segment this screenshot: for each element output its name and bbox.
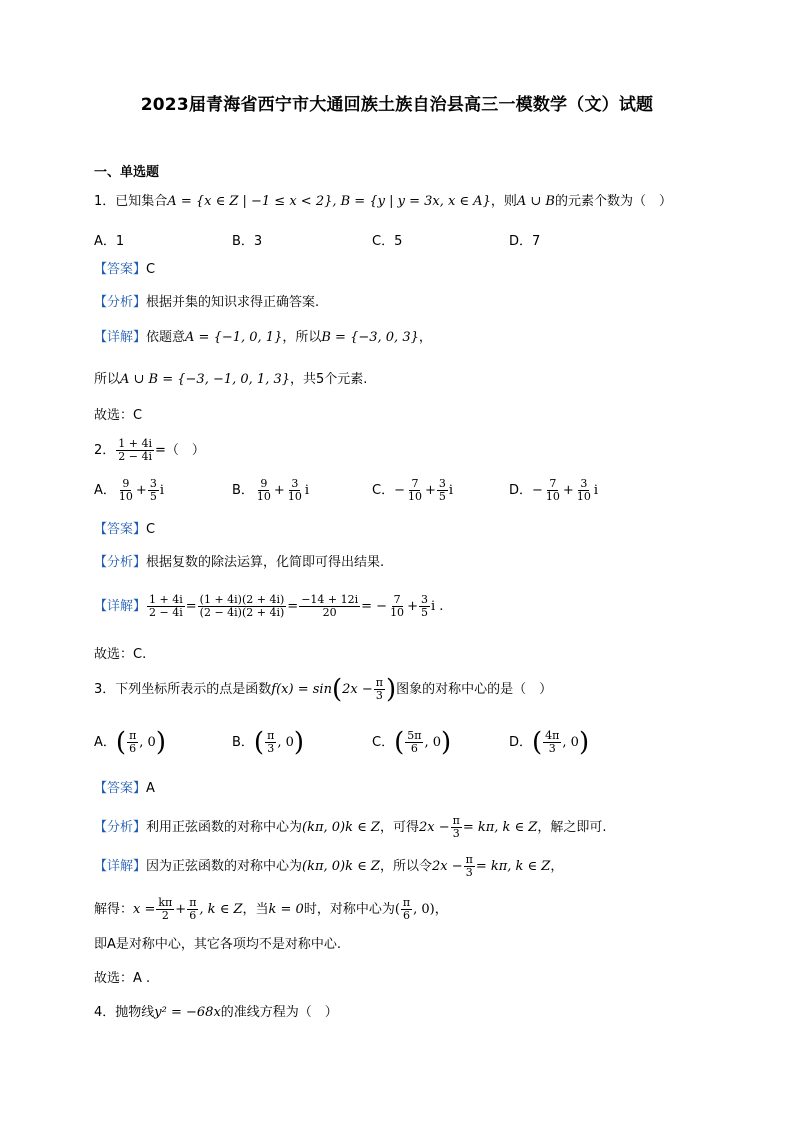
question-number: 3． [94,682,116,697]
analysis-text: 根据并集的知识求得正确答案. [146,295,320,310]
fraction [406,478,424,503]
detail-text: ，所以令 [379,859,432,874]
answer-label: 【答案】 [94,262,147,277]
option-a [94,728,166,758]
analysis-text: 利用正弦函数的对称中心为 [146,820,303,835]
option-b [232,478,309,503]
option-d [509,728,589,758]
math-expression: x = [133,902,156,917]
question-text: 下列坐标所表示的点是函数 [115,682,272,697]
paren-open: ( [394,727,405,758]
option-letter: B． [232,483,254,498]
option-b [232,728,304,758]
question-text: 的准线方程为（ ） [220,1005,338,1020]
fraction [437,478,448,503]
coordinate: , 0 [277,735,294,750]
analysis-label: 【分析】 [94,295,147,310]
option-letter: C． [372,735,395,750]
operator: + [175,902,187,917]
numerator: 3 [149,477,157,490]
math-expression: B = {−3, 0, 3} [321,330,419,345]
coordinate: , 0) [413,902,435,917]
analysis-line [94,554,384,572]
operator: + [424,483,436,498]
fraction [405,730,423,755]
question-text: 已知集合 [115,194,168,209]
numerator: π [267,729,275,742]
denominator: 10 [390,606,405,619]
section-heading: 一、单选题 [94,165,160,180]
numerator: 7 [393,593,401,606]
detail-text: ， [434,902,448,917]
analysis-label: 【分析】 [94,820,147,835]
fraction [147,594,185,619]
option-letter: D． [509,483,533,498]
question-text: =（ ） [155,443,205,458]
fraction [374,677,385,702]
question-text: ，则 [490,194,517,209]
analysis-text: 根据复数的除法运算，化简即可得出结果. [146,555,385,570]
numerator: 3 [438,477,446,490]
numerator: 3 [420,593,428,606]
denominator: 3 [465,866,473,879]
detail-label: 【详解】 [94,859,147,874]
fraction [255,478,273,503]
numerator: (1 + 4i)(2 + 4i) [199,593,285,606]
denominator: 20 [322,606,337,619]
numerator: π [189,896,197,909]
paren-open: ( [331,674,343,705]
option-letter: D． [509,735,533,750]
imaginary-unit: i [593,483,598,498]
coordinate: , 0 [139,735,156,750]
analysis-text: ，可得 [379,820,419,835]
question-3-stem [94,672,552,708]
option-c [372,728,451,758]
operator: + [273,483,285,498]
analysis-label: 【分析】 [94,555,147,570]
answer-label: 【答案】 [94,522,147,537]
question-number: 4． [94,1005,116,1020]
imaginary-unit: i [448,483,454,498]
question-text: 的元素个数为（ ） [554,194,672,209]
choose-value: C [133,408,143,423]
choose-value: A . [133,971,151,986]
fraction [575,478,593,503]
option-letter: A． [94,483,116,498]
imaginary-unit: i [304,483,309,498]
fraction [156,897,174,922]
math-expression: A = {−1, 0, 1} [185,330,283,345]
choose-label: 故选： [94,971,134,986]
option-d: D．7 [509,234,541,249]
question-text: 图象的对称中心的是（ ） [396,682,553,697]
fraction [187,897,198,922]
detail-label: 【详解】 [94,599,147,614]
question-2-stem [94,436,205,466]
fraction [198,594,287,619]
denominator: 10 [118,490,133,503]
denominator: 10 [545,490,560,503]
numerator: π [129,729,137,742]
detail-text: ，所以 [282,330,322,345]
math-expression: 2x − [431,859,463,874]
paren-close: ) [293,727,305,758]
detail-text: 因为正弦函数的对称中心为 [146,859,303,874]
answer-line [94,780,155,798]
math-expression: A = {x ∈ Z | −1 ≤ x < 2}, B = {y | y = 3x, x ∈ A} [167,194,491,209]
option-a [94,478,164,503]
choose-line [94,407,142,425]
numerator: π [452,814,460,827]
operator: + [562,483,574,498]
denominator: 3 [267,742,275,755]
numerator: 5π [407,729,422,742]
question-4-stem [94,1004,338,1022]
denominator: 3 [548,742,556,755]
option-letter: B． [232,735,254,750]
paren-close: ) [155,727,166,758]
math-expression: A ∪ B [516,194,555,209]
fraction [116,438,154,463]
solve-line [94,895,448,925]
denominator: 10 [256,490,271,503]
fraction [148,478,159,503]
denominator: 3 [452,827,460,840]
math-expression: 2x − [418,820,450,835]
numerator: 1 + 4i [118,437,153,450]
analysis-line [94,813,606,843]
option-letter: C． [372,483,395,498]
denominator: (2 − 4i)(2 + 4i) [199,606,285,619]
numerator: 7 [549,477,557,490]
numerator: π [375,676,383,689]
paren-open: ( [253,727,265,758]
denominator: 6 [403,909,411,922]
denominator: 10 [576,490,591,503]
operator: = − [361,599,388,614]
denominator: 2 − 4i [149,606,183,619]
fraction [451,815,462,840]
analysis-text: ，解之即可. [537,820,607,835]
math-expression: y² = −68x [154,1005,221,1020]
detail-text: 所以 [94,372,121,387]
answer-value: A [146,781,155,796]
question-number: 2． [94,443,116,458]
option-a: A．1 [94,234,125,249]
analysis-line [94,294,319,312]
numerator: π [465,853,473,866]
numerator: 3 [291,477,299,490]
math-expression: = kπ, k ∈ Z [462,820,538,835]
detail-label: 【详解】 [94,330,147,345]
detail-line [94,590,443,624]
numerator: 4π [545,729,560,742]
numerator: 3 [580,477,588,490]
detail-text: ，共5个元素. [290,372,368,387]
denominator: 6 [410,742,418,755]
denominator: 5 [149,490,157,503]
answer-value: C [146,262,156,277]
math-expression: , k ∈ Z [199,902,243,917]
answer-line [94,521,155,539]
paren-close: ) [578,727,590,758]
fraction [543,730,561,755]
answer-line [94,261,155,279]
option-c: C．5 [372,234,403,249]
imaginary-unit: i . [430,599,444,614]
page-title: 2023届青海省西宁市大通回族土族自治县高三一模数学（文）试题 [140,95,654,115]
numerator: 9 [122,477,130,490]
numerator: kπ [158,896,173,909]
fraction [401,897,412,922]
conclusion-line: 即A是对称中心，其它各项均不是对称中心. [94,937,342,952]
numerator: −14 + 12i [301,593,359,606]
denominator: 5 [438,490,446,503]
choose-label: 故选： [94,647,134,662]
paren-open: ( [394,902,400,917]
numerator: 1 + 4i [149,593,183,606]
math-expression: = kπ, k ∈ Z [475,859,551,874]
denominator: 2 − 4i [118,450,153,463]
imaginary-unit: i [159,483,164,498]
question-1-stem [94,193,672,211]
detail-text: ，当 [242,902,269,917]
numerator: 7 [411,477,419,490]
coordinate: , 0 [562,735,579,750]
fraction [265,730,276,755]
option-d [509,478,598,503]
question-text: 抛物线 [115,1005,155,1020]
question-number: 1． [94,194,116,209]
denominator: 6 [189,909,197,922]
option-b: B．3 [232,234,263,249]
fraction [419,594,430,619]
math-expression: f(x) = sin [271,682,332,697]
paren-close: ) [385,674,397,705]
fraction [299,594,360,619]
detail-text: ， [418,330,432,345]
math-expression: (kπ, 0)k ∈ Z [302,859,380,874]
paren-open: ( [532,727,543,758]
math-expression: A ∪ B = {−3, −1, 0, 1, 3} [120,372,291,387]
sign: − [532,483,543,498]
denominator: 10 [287,490,302,503]
denominator: 2 [161,909,169,922]
fraction [117,478,135,503]
math-expression: k = 0 [268,902,304,917]
denominator: 6 [129,742,137,755]
sign: − [394,483,405,498]
fraction [388,594,406,619]
fraction [464,854,475,879]
choose-label: 故选： [94,408,134,423]
math-expression: 2x − [342,682,373,697]
detail-line [94,329,432,347]
math-expression: (kπ, 0)k ∈ Z [302,820,380,835]
detail-text: 依题意 [146,330,186,345]
detail-text: 时，对称中心为 [303,902,395,917]
choose-line [94,970,150,988]
answer-value: C [146,522,156,537]
option-letter: A． [94,735,116,750]
denominator: 10 [407,490,422,503]
numerator: π [402,896,411,909]
operator: = [287,599,299,614]
choose-value: C. [133,647,147,662]
answer-label: 【答案】 [94,781,147,796]
numerator: 9 [260,477,268,490]
detail-line [94,852,563,882]
fraction [286,478,304,503]
denominator: 3 [375,689,383,702]
detail-line-2 [94,371,367,389]
fraction [127,730,138,755]
fraction [544,478,562,503]
operator: = [185,599,197,614]
choose-line [94,646,146,664]
coordinate: , 0 [424,735,442,750]
detail-text: 解得： [94,902,134,917]
detail-text: ， [550,859,564,874]
operator: + [135,483,147,498]
denominator: 5 [420,606,428,619]
option-c [372,478,453,503]
operator: + [407,599,418,614]
paren-open: ( [115,727,127,758]
paren-close: ) [441,727,452,758]
